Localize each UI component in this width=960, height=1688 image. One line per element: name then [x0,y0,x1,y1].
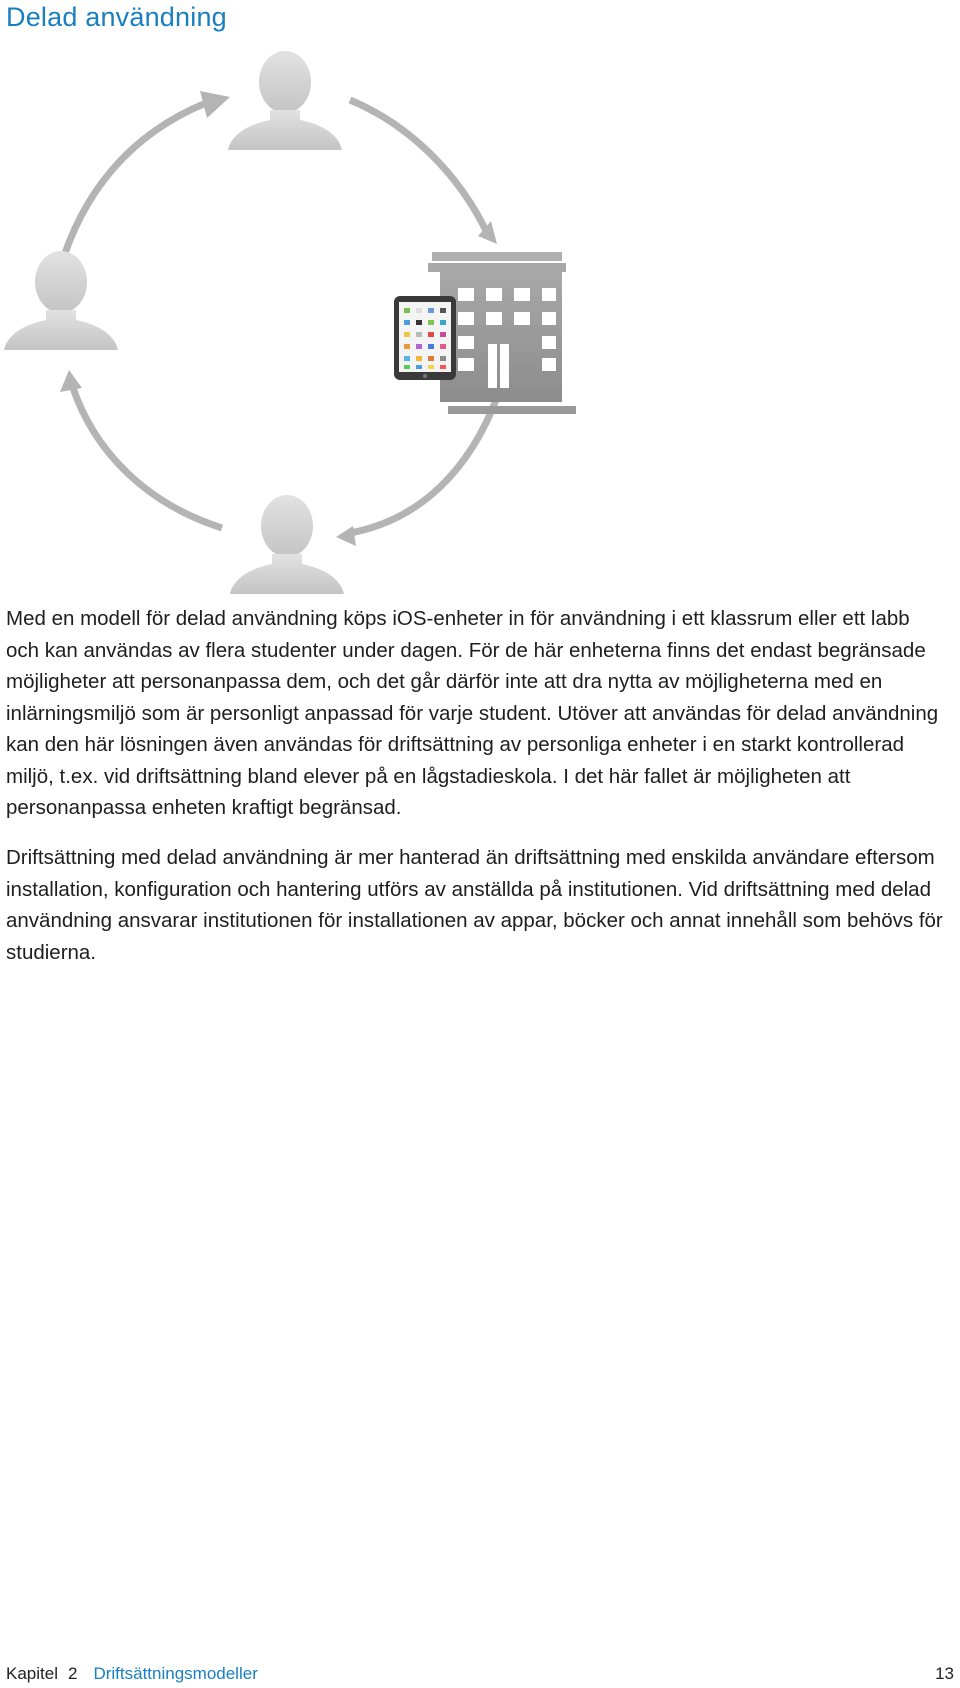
footer-chapter-label: Kapitel [6,1664,58,1683]
shared-use-diagram [0,40,600,600]
page-footer [6,1664,954,1686]
arrow-top-left [64,103,206,256]
footer-page-number: 13 [935,1664,954,1683]
body-paragraph: Med en modell för delad användning köps iOS-enheter in för användning i ett klassrum eller ett labb och kan användas av flera studenter under dagen. För de här enheterna finns det endast begränsade möjligheter att personanpassa dem, och det går därför inte att dra nytta av möjligheterna med en inlärningsmiljö som är personligt anpassad för varje student. Utöver att användas för delad användning kan den här lösningen även användas för driftsättning av personliga enheter i en starkt kontrollerad miljö, t.ex. vid driftsättning bland elever på en lågstadieskola. I det här fallet är möjligheten att personanpassa enheten kraftigt begränsad. [6,607,939,819]
page-title: Delad användning [6,2,227,32]
footer-chapter-number: 2 [67,1664,78,1683]
person-icon [4,251,118,350]
person-icon [228,51,342,150]
ipad-icon [394,296,456,380]
arrow-bottom-right [350,395,498,533]
arrow-bottom-left [72,385,222,528]
footer-chapter-name[interactable]: Driftsättningsmodeller [93,1664,258,1683]
arrow-top-right [350,100,488,235]
person-icon [230,495,344,594]
body-paragraph: Driftsättning med delad användning är mer hanterad än driftsättning med enskilda användare eftersom installation, konfiguration och hantering utförs av anställda på institutionen. Vid driftsättning med delad användning ansvarar institutionen för installationen av appar, böcker och annat innehåll som behövs för studierna. [6,846,943,964]
